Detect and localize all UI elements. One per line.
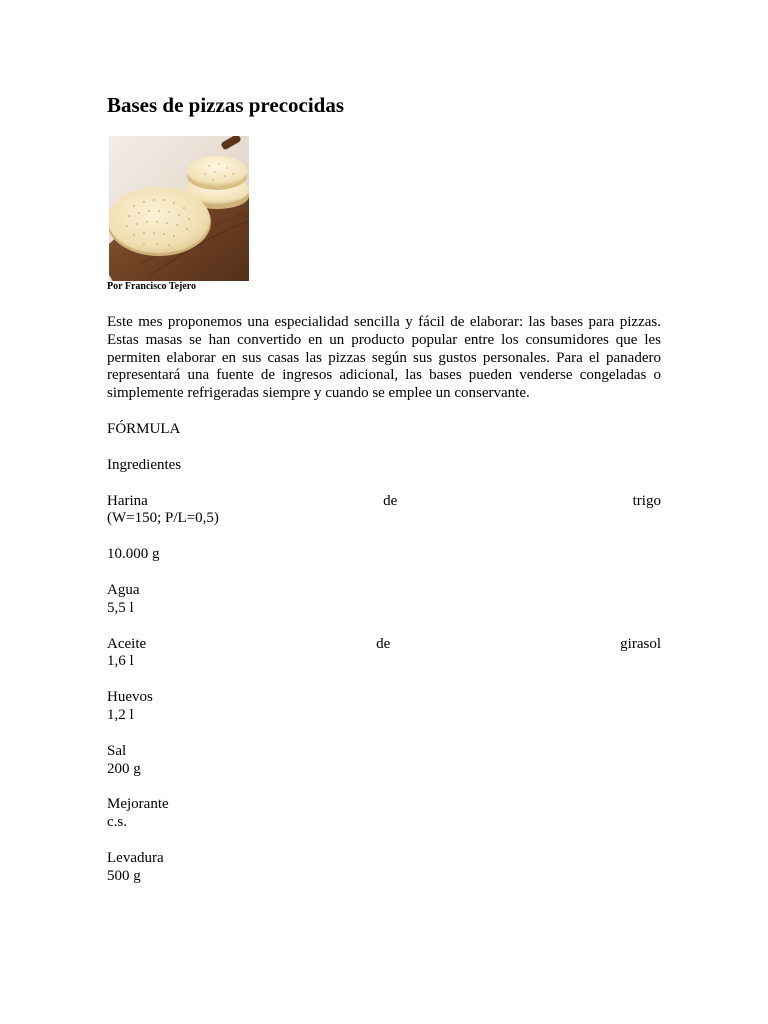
ingredient-name-line xyxy=(107,493,661,511)
ingredient-name: Agua xyxy=(107,581,140,598)
ingredient-quantity: 1,2 l xyxy=(107,706,134,723)
author-byline: Por Francisco Tejero xyxy=(107,281,197,292)
intro-paragraph: Este mes proponemos una especialidad sencilla y fácil de elaborar: las bases para pizzas. Estas masas se han convertido en un producto popular entre los consumidores que les permiten elaborar en sus casas las pizzas según sus gustos personales. Para el panadero representará una fuente de ingresos adicional, las bases pueden venderse congeladas o simplemente refrigeradas siempre y cuando se emplee un conservante. xyxy=(107,314,661,402)
ingredient-name: Mejorante xyxy=(107,796,169,813)
formula-heading: FÓRMULA xyxy=(107,420,181,437)
ingredient-detail: (W=150; P/L=0,5) xyxy=(107,510,219,527)
pizza-bases-photo xyxy=(109,136,249,281)
ingredient-quantity: 1,6 l xyxy=(107,653,134,670)
ingredient-name-line xyxy=(107,636,661,654)
pizza-bases-illustration xyxy=(109,136,249,281)
ingredient-name: Levadura xyxy=(107,849,164,866)
ingredient-name-word: de xyxy=(383,492,398,509)
document-title: Bases de pizzas precocidas xyxy=(107,93,345,117)
ingredient-levadura xyxy=(107,850,661,886)
ingredient-name-word: Aceite xyxy=(107,635,147,652)
ingredient-mejorante xyxy=(107,796,661,832)
ingredient-quantity: 5,5 l xyxy=(107,599,134,616)
ingredient-name-word: Harina xyxy=(107,492,148,509)
ingredients-heading: Ingredientes xyxy=(107,456,182,473)
ingredient-quantity-harina xyxy=(107,546,661,564)
ingredient-quantity: 200 g xyxy=(107,760,141,777)
ingredient-name: Huevos xyxy=(107,689,153,706)
ingredient-name: Sal xyxy=(107,742,127,759)
ingredient-name-word: de xyxy=(376,635,391,652)
document-page xyxy=(107,92,661,886)
ingredient-huevos xyxy=(107,689,661,725)
ingredient-name-word: trigo xyxy=(632,492,661,509)
ingredient-quantity: 500 g xyxy=(107,867,141,884)
ingredient-name-word: girasol xyxy=(620,635,661,652)
ingredient-aceite xyxy=(107,636,661,672)
ingredient-quantity: c.s. xyxy=(107,814,127,831)
ingredient-sal xyxy=(107,743,661,779)
ingredient-harina xyxy=(107,493,661,529)
ingredient-quantity: 10.000 g xyxy=(107,546,160,563)
ingredient-agua xyxy=(107,582,661,618)
